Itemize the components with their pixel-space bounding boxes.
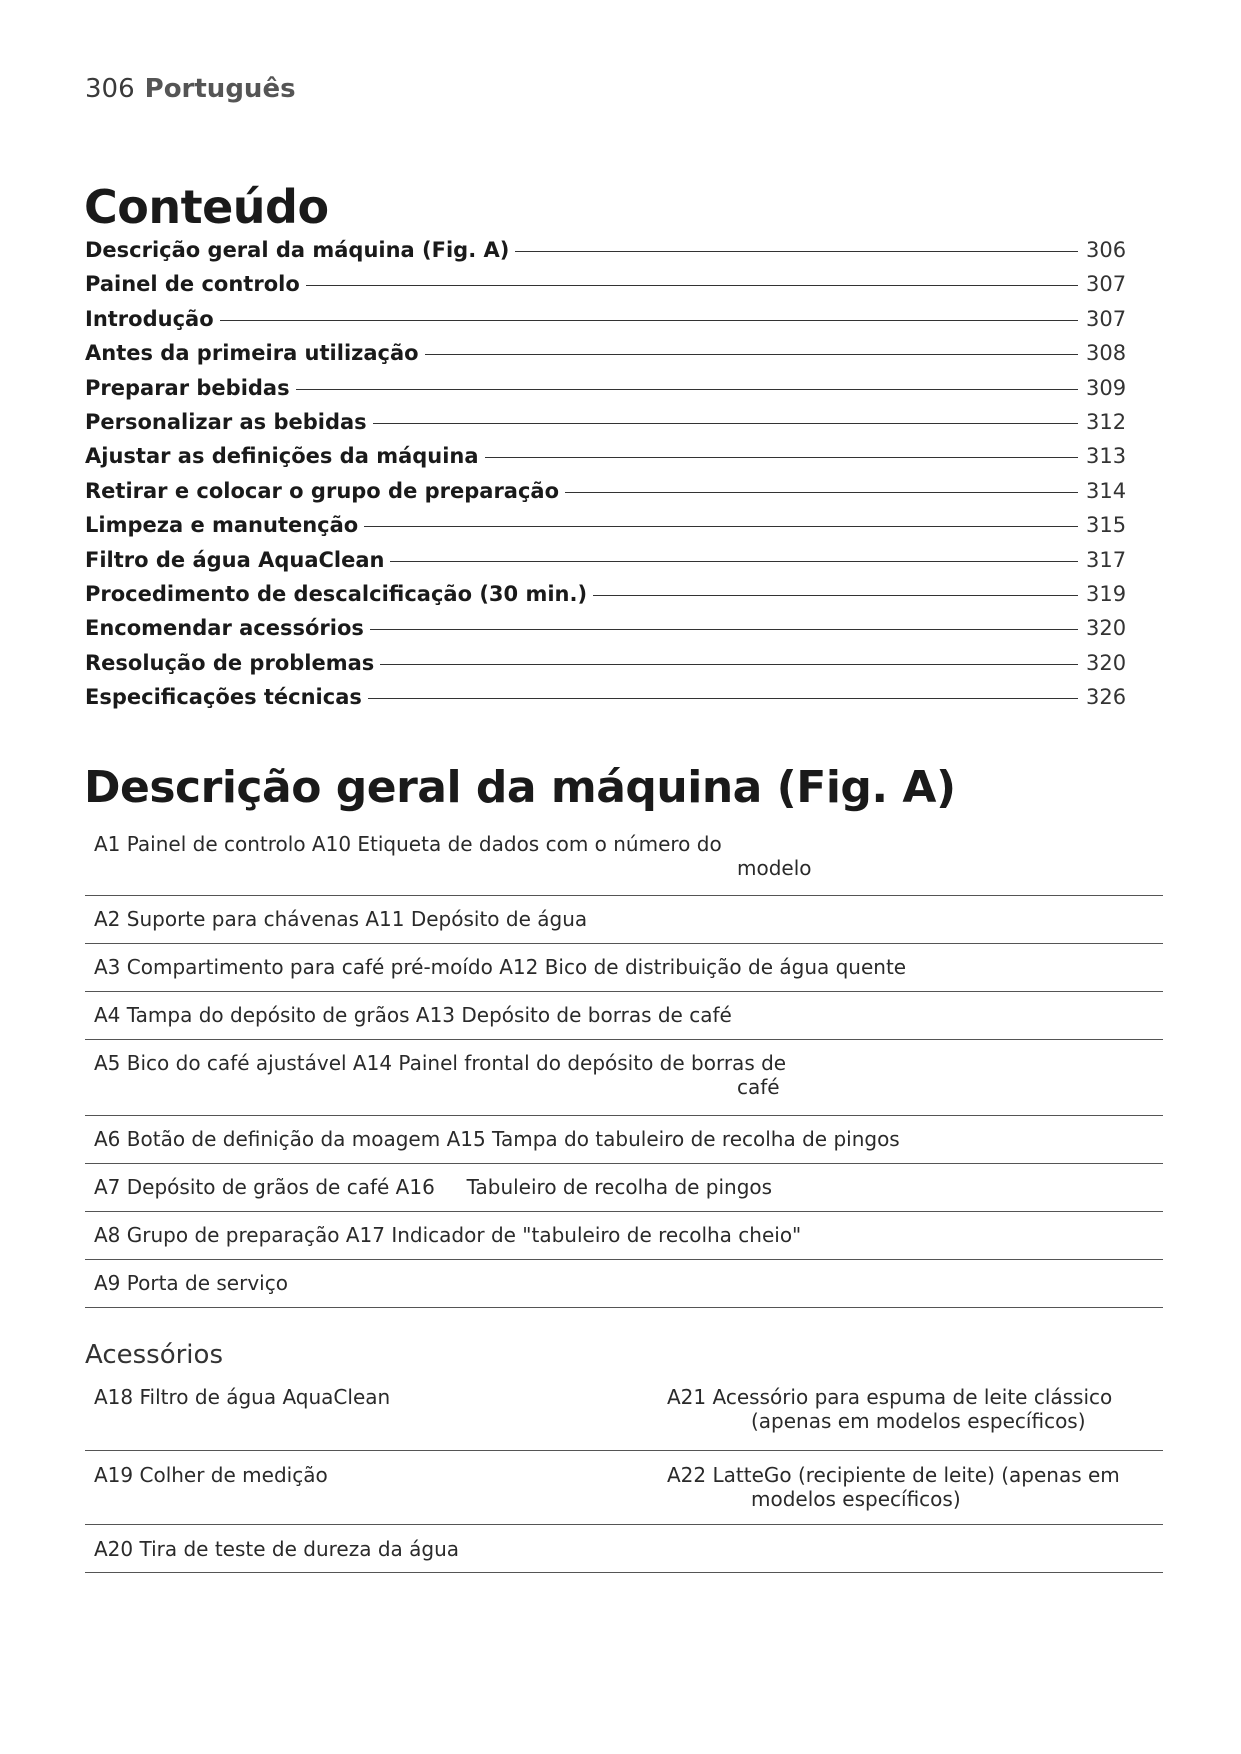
toc-leader-line xyxy=(390,561,1078,562)
toc-entry[interactable] xyxy=(85,341,1126,375)
accessory-item xyxy=(658,1463,1163,1524)
overview-row xyxy=(85,944,1163,992)
accessory-item-continuation: modelos específicos) xyxy=(751,1487,961,1511)
accessory-item xyxy=(658,1537,1163,1572)
toc-entry[interactable] xyxy=(85,444,1126,478)
overview-row xyxy=(85,1040,1163,1116)
toc-leader-line xyxy=(370,629,1078,630)
toc-entry[interactable] xyxy=(85,582,1126,616)
overview-row-text: A5 Bico do café ajustável A14 Painel frontal do depósito de borras de xyxy=(94,1051,787,1075)
toc-entry-label: Introdução xyxy=(85,306,214,331)
toc-entry-label: Preparar bebidas xyxy=(85,375,290,400)
accessories-title: Acessórios xyxy=(85,1340,223,1370)
toc-entry[interactable] xyxy=(85,651,1126,685)
toc-entry-page: 317 xyxy=(1086,547,1127,572)
overview-row xyxy=(85,828,1163,896)
toc-entry[interactable] xyxy=(85,272,1126,306)
toc-title: Conteúdo xyxy=(84,180,329,234)
table-of-contents xyxy=(85,238,1126,719)
toc-leader-line xyxy=(485,457,1078,458)
overview-row xyxy=(85,896,1163,944)
toc-entry-page: 308 xyxy=(1086,341,1127,366)
toc-entry-page: 319 xyxy=(1086,581,1127,606)
toc-entry-page: 320 xyxy=(1086,650,1127,675)
toc-entry[interactable] xyxy=(85,307,1126,341)
overview-row xyxy=(85,1116,1163,1164)
toc-entry-label: Procedimento de descalcificação (30 min.) xyxy=(85,581,588,606)
overview-title: Descrição geral da máquina (Fig. A) xyxy=(84,762,956,813)
accessories-row xyxy=(85,1381,1163,1451)
toc-entry-label: Filtro de água AquaClean xyxy=(85,547,385,572)
accessories-row xyxy=(85,1451,1163,1525)
toc-entry[interactable] xyxy=(85,513,1126,547)
toc-entry-page: 326 xyxy=(1086,685,1127,710)
toc-entry-page: 307 xyxy=(1086,306,1127,331)
toc-entry[interactable] xyxy=(85,238,1126,272)
toc-leader-line xyxy=(220,320,1078,321)
overview-row-text: A1 Painel de controlo A10 Etiqueta de dados com o número do xyxy=(94,832,722,856)
accessory-item: A18 Filtro de água AquaClean xyxy=(94,1385,391,1409)
page-number: 306 xyxy=(85,74,135,104)
toc-entry[interactable] xyxy=(85,479,1126,513)
toc-entry-label: Descrição geral da máquina (Fig. A) xyxy=(85,238,510,262)
toc-entry-page: 314 xyxy=(1086,478,1127,503)
overview-row-continuation: modelo xyxy=(737,856,812,880)
toc-leader-line xyxy=(368,698,1078,699)
toc-entry[interactable] xyxy=(85,548,1126,582)
toc-leader-line xyxy=(593,595,1078,596)
toc-entry-label: Retirar e colocar o grupo de preparação xyxy=(85,478,560,503)
overview-row-text: A4 Tampa do depósito de grãos A13 Depósito de borras de café xyxy=(94,1003,732,1027)
toc-leader-line xyxy=(296,389,1078,390)
toc-leader-line xyxy=(380,664,1078,665)
toc-entry-page: 315 xyxy=(1086,513,1127,538)
toc-entry-label: Limpeza e manutenção xyxy=(85,513,359,538)
toc-leader-line xyxy=(515,251,1078,252)
overview-table xyxy=(85,828,1163,1308)
overview-row-text: A6 Botão de definição da moagem A15 Tampa do tabuleiro de recolha de pingos xyxy=(94,1127,900,1151)
toc-entry-label: Encomendar acessórios xyxy=(85,616,364,641)
toc-leader-line xyxy=(373,423,1078,424)
toc-entry[interactable] xyxy=(85,685,1126,719)
accessory-item-text: A21 Acessório para espuma de leite clássico xyxy=(667,1385,1113,1409)
toc-entry-page: 312 xyxy=(1086,409,1127,434)
toc-entry-page: 306 xyxy=(1086,238,1127,262)
accessories-row xyxy=(85,1525,1163,1573)
toc-entry-label: Antes da primeira utilização xyxy=(85,341,419,366)
accessory-item-text: A22 LatteGo (recipiente de leite) (apenas em xyxy=(667,1463,1120,1487)
overview-row xyxy=(85,1164,1163,1212)
page-language: Português xyxy=(144,74,296,104)
overview-row-continuation: café xyxy=(737,1075,780,1099)
toc-entry[interactable] xyxy=(85,616,1126,650)
overview-row xyxy=(85,992,1163,1040)
toc-entry-page: 307 xyxy=(1086,272,1127,297)
toc-entry-page: 320 xyxy=(1086,616,1127,641)
toc-entry-label: Ajustar as definições da máquina xyxy=(85,444,479,469)
overview-row-text: A7 Depósito de grãos de café A16 Tabuleiro de recolha de pingos xyxy=(94,1175,773,1199)
toc-entry-label: Painel de controlo xyxy=(85,272,300,297)
toc-entry-page: 309 xyxy=(1086,375,1127,400)
overview-row-text: A9 Porta de serviço xyxy=(94,1271,288,1295)
toc-entry-label: Resolução de problemas xyxy=(85,650,375,675)
toc-entry-page: 313 xyxy=(1086,444,1127,469)
toc-entry[interactable] xyxy=(85,410,1126,444)
accessory-item: A19 Colher de medição xyxy=(94,1463,328,1487)
toc-leader-line xyxy=(425,354,1078,355)
overview-row-text: A3 Compartimento para café pré-moído A12 Bico de distribuição de água quente xyxy=(94,955,907,979)
toc-entry-label: Especificações técnicas xyxy=(85,685,362,710)
toc-entry-label: Personalizar as bebidas xyxy=(85,409,367,434)
overview-row-text: A2 Suporte para chávenas A11 Depósito de água xyxy=(94,907,588,931)
accessory-item xyxy=(658,1385,1163,1450)
accessory-item: A20 Tira de teste de dureza da água xyxy=(94,1537,460,1561)
page-header xyxy=(85,74,296,104)
accessories-table xyxy=(85,1381,1163,1573)
overview-row-text: A8 Grupo de preparação A17 Indicador de "tabuleiro de recolha cheio" xyxy=(94,1223,802,1247)
toc-leader-line xyxy=(306,285,1078,286)
toc-entry[interactable] xyxy=(85,376,1126,410)
accessory-item-continuation: (apenas em modelos específicos) xyxy=(751,1409,1086,1433)
toc-leader-line xyxy=(364,526,1078,527)
overview-row xyxy=(85,1260,1163,1308)
toc-leader-line xyxy=(565,492,1078,493)
overview-row xyxy=(85,1212,1163,1260)
